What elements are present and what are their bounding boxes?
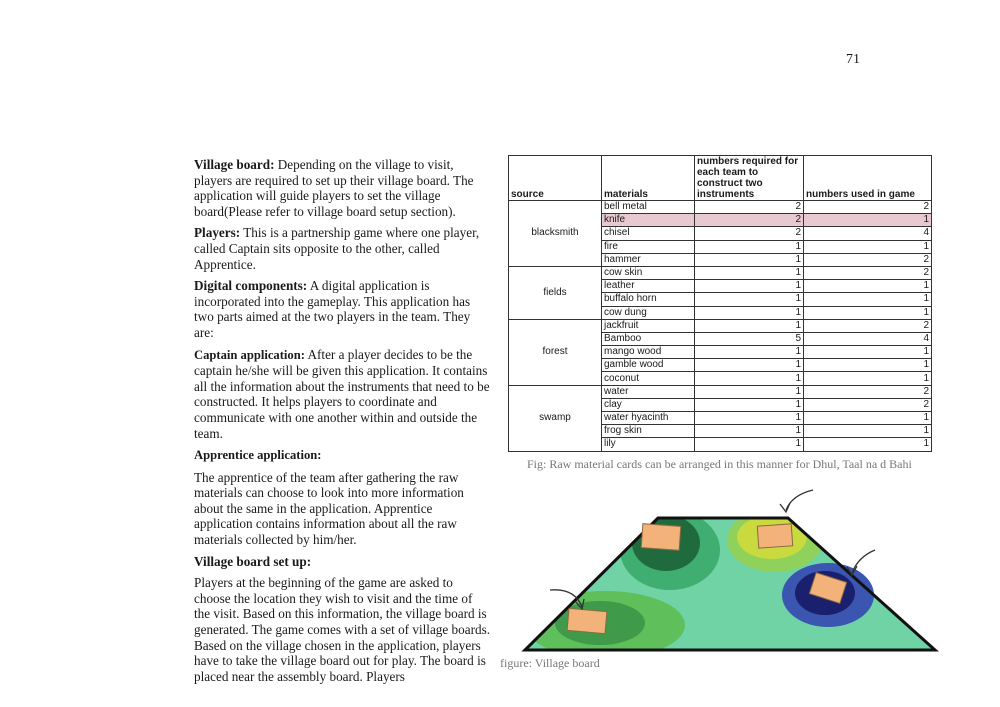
material-cell: frog skin — [602, 425, 695, 438]
used-cell: 1 — [804, 359, 932, 372]
source-cell: fields — [509, 266, 602, 319]
used-cell: 1 — [804, 280, 932, 293]
material-cell: water — [602, 385, 695, 398]
used-cell: 1 — [804, 412, 932, 425]
required-cell: 5 — [695, 332, 804, 345]
material-cell: mango wood — [602, 346, 695, 359]
used-cell: 2 — [804, 319, 932, 332]
material-cell: leather — [602, 280, 695, 293]
material-cell: gamble wood — [602, 359, 695, 372]
used-cell: 2 — [804, 385, 932, 398]
required-cell: 1 — [695, 293, 804, 306]
required-cell: 1 — [695, 425, 804, 438]
source-cell: swamp — [509, 385, 602, 451]
required-cell: 1 — [695, 346, 804, 359]
used-cell: 1 — [804, 425, 932, 438]
table-header-row — [509, 156, 932, 201]
village-board-setup-heading-paragraph — [194, 554, 490, 570]
village-board-illustration — [520, 485, 940, 655]
swamp-material-card — [567, 608, 607, 633]
required-cell: 1 — [695, 319, 804, 332]
required-cell: 1 — [695, 266, 804, 279]
used-cell: 4 — [804, 332, 932, 345]
used-cell: 1 — [804, 372, 932, 385]
used-cell: 2 — [804, 201, 932, 214]
material-cell: lily — [602, 438, 695, 451]
village-board-setup-heading: Village board set up: — [194, 553, 312, 569]
required-cell: 1 — [695, 253, 804, 266]
village-board-setup-text: Players at the beginning of the game are asked to choose the location they wish to visit and the time of the visit. Based on this information, the village board is generated. The game comes with a set of village boards. Based on the village chosen in the application, players have to take the village board out for play. The board is placed near the assembly board. Players — [194, 575, 491, 684]
village-board-text: Depending on the village to visit, players are required to set up their village board. The application will guide players to set the village board(Please refer to village board setup section). — [194, 157, 474, 219]
used-cell: 1 — [804, 438, 932, 451]
required-cell: 2 — [695, 227, 804, 240]
players-heading: Players: — [194, 225, 241, 241]
used-cell: 4 — [804, 227, 932, 240]
required-cell: 1 — [695, 385, 804, 398]
used-cell: 2 — [804, 253, 932, 266]
captain-application-text: After a player decides to be the captain he/she will be given this application. It contains all the information about the instruments that need to be constructed. It helps players to coordinate and communicate with one another within and outside the team. — [194, 346, 490, 441]
material-cell: fire — [602, 240, 695, 253]
required-cell: 1 — [695, 240, 804, 253]
material-cell: cow dung — [602, 306, 695, 319]
fields-material-card — [757, 524, 792, 548]
required-cell: 2 — [695, 201, 804, 214]
used-cell: 1 — [804, 293, 932, 306]
header-materials: materials — [602, 156, 695, 201]
material-cell: buffalo horn — [602, 293, 695, 306]
table-row — [509, 266, 932, 279]
table-row — [509, 319, 932, 332]
used-cell: 2 — [804, 398, 932, 411]
table-body — [509, 201, 932, 452]
digital-components-heading: Digital components: — [194, 278, 308, 294]
village-board-setup-paragraph — [194, 575, 490, 684]
table-row — [509, 385, 932, 398]
header-required: numbers required for each team to construct two instruments — [695, 156, 804, 201]
material-cell: water hyacinth — [602, 412, 695, 425]
required-cell: 1 — [695, 412, 804, 425]
apprentice-application-paragraph — [194, 470, 490, 548]
apprentice-application-heading-paragraph — [194, 447, 490, 464]
digital-components-text: A digital application is incorporated into the gameplay. This application has two parts aimed at the two players in the team. They are: — [194, 278, 471, 340]
forest-material-card — [641, 524, 681, 551]
required-cell: 1 — [695, 398, 804, 411]
header-used: numbers used in game — [804, 156, 932, 201]
body-text-column — [194, 157, 490, 690]
village-board-heading: Village board: — [194, 157, 275, 172]
village-board-paragraph — [194, 157, 490, 219]
material-cell: bell metal — [602, 201, 695, 214]
used-cell: 1 — [804, 214, 932, 227]
captain-application-heading: Captain application: — [194, 347, 305, 362]
players-paragraph — [194, 225, 490, 272]
required-cell: 1 — [695, 359, 804, 372]
required-cell: 1 — [695, 372, 804, 385]
page-number: 71 — [846, 52, 860, 67]
used-cell: 1 — [804, 240, 932, 253]
required-cell: 1 — [695, 306, 804, 319]
raw-materials-table — [508, 155, 932, 452]
arrow-fields — [786, 490, 813, 510]
required-cell: 2 — [695, 214, 804, 227]
material-cell: knife — [602, 214, 695, 227]
used-cell: 2 — [804, 266, 932, 279]
source-cell: forest — [509, 319, 602, 385]
material-cell: Bamboo — [602, 332, 695, 345]
players-text: This is a partnership game where one player, called Captain sits opposite to the other, called Apprentice. — [194, 225, 480, 272]
material-cell: chisel — [602, 227, 695, 240]
material-cell: cow skin — [602, 266, 695, 279]
table-row — [509, 201, 932, 214]
used-cell: 1 — [804, 306, 932, 319]
table-caption: Fig: Raw material cards can be arranged in this manner for Dhul, Taal na d Bahi — [527, 457, 912, 471]
used-cell: 1 — [804, 346, 932, 359]
required-cell: 1 — [695, 438, 804, 451]
material-cell: jackfruit — [602, 319, 695, 332]
apprentice-application-text: The apprentice of the team after gathering the raw materials can choose to look into more information about the same in the application. Apprentice application contains information about all the raw materials collected by him/her. — [194, 469, 464, 548]
material-cell: clay — [602, 398, 695, 411]
board-caption: figure: Village board — [500, 656, 600, 670]
apprentice-application-heading: Apprentice application: — [194, 448, 322, 463]
required-cell: 1 — [695, 280, 804, 293]
material-cell: hammer — [602, 253, 695, 266]
material-cell: coconut — [602, 372, 695, 385]
source-cell: blacksmith — [509, 201, 602, 267]
header-source: source — [509, 156, 602, 201]
captain-application-paragraph — [194, 347, 490, 442]
digital-components-paragraph — [194, 278, 490, 340]
